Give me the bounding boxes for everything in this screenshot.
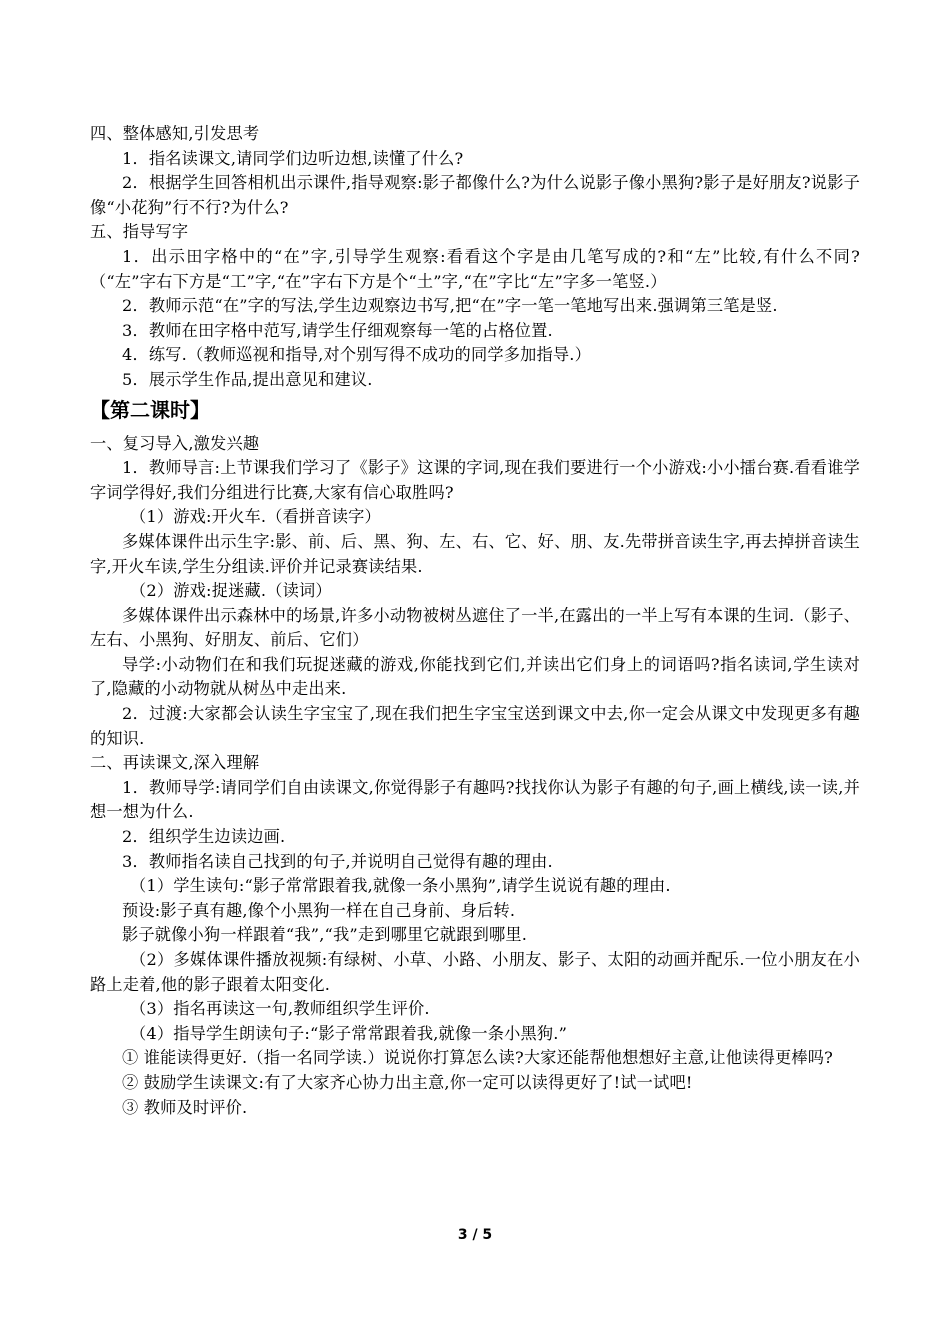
paragraph: ① 谁能读得更好.（指一名同学读.）说说你打算怎么读?大家还能帮他想想好主意,让他读得更棒吗? <box>122 1048 834 1068</box>
paragraph: 4．练写.（教师巡视和指导,对个别写得不成功的同学多加指导.） <box>122 345 591 365</box>
paragraph: 2．根据学生回答相机出示课件,指导观察:影子都像什么?为什么说影子像小黑狗?影子是好朋友?说影子像“小花狗”行不行?为什么? <box>90 173 860 217</box>
section-heading: 【第二课时】 <box>90 397 210 422</box>
paragraph: 多媒体课件出示森林中的场景,许多小动物被树丛遮住了一半,在露出的一半上写有本课的生词.（影子、左右、小黑狗、好朋友、前后、它们） <box>90 605 860 650</box>
paragraph: （4）指导学生朗读句子:“影子常常跟着我,就像一条小黑狗.” <box>130 1023 568 1043</box>
paragraph: 1．教师导学:请同学们自由读课文,你觉得影子有趣吗?找找你认为影子有趣的句子,画上横线,读一读,并想一想为什么. <box>90 777 860 822</box>
paragraph: 四、整体感知,引发思考 <box>90 124 260 143</box>
paragraph: ② 鼓励学生读课文:有了大家齐心协力出主意,你一定可以读得更好了!试一试吧! <box>122 1072 693 1092</box>
paragraph: （2）多媒体课件播放视频:有绿树、小草、小路、小朋友、影子、太阳的动画并配乐.一位小朋友在小路上走着,他的影子跟着太阳变化. <box>90 950 860 994</box>
paragraph: （1）游戏:开火车.（看拼音读字） <box>130 507 381 527</box>
paragraph: ③ 教师及时评价. <box>122 1097 248 1117</box>
paragraph: 1．教师导言:上节课我们学习了《影子》这课的字词,现在我们要进行一个小游戏:小小擂台赛.看看谁学字词学得好,我们分组进行比赛,大家有信心取胜吗? <box>90 458 860 502</box>
paragraph: （1）学生读句:“影子常常跟着我,就像一条小黑狗”,请学生说说有趣的理由. <box>130 876 671 896</box>
page-number: 3 / 5 <box>457 1227 493 1243</box>
paragraph: 五、指导写字 <box>90 222 189 242</box>
paragraph: 导学:小动物们在和我们玩捉迷藏的游戏,你能找到它们,并读出它们身上的词语吗?指名读词,学生读对了,隐藏的小动物就从树丛中走出来. <box>90 654 860 699</box>
paragraph: 1．出示田字格中的“在”字,引导学生观察:看看这个字是由几笔写成的?和“左”比较,有什么不同?（“左”字右下方是“工”字,“在”字右下方是个“土”字,“在”字比“左”字多一笔竖.） <box>90 246 860 291</box>
paragraph: 影子就像小狗一样跟着“我”,“我”走到哪里它就跟到哪里. <box>122 925 528 945</box>
paragraph: 多媒体课件出示生字:影、前、后、黑、狗、左、右、它、好、朋、友.先带拼音读生字,再去掉拼音读生字,开火车读,学生分组读.评价并记录赛读结果. <box>90 531 860 576</box>
paragraph: （2）游戏:捉迷藏.（读词） <box>130 581 332 601</box>
paragraph: 预设:影子真有趣,像个小黑狗一样在自己身前、身后转. <box>122 900 516 920</box>
paragraph: 一、复习导入,激发兴趣 <box>90 433 260 453</box>
paragraph: 2．教师示范“在”字的写法,学生边观察边书写,把“在”字一笔一笔地写出来.强调第三笔是竖. <box>122 296 778 316</box>
paragraph: 2．过渡:大家都会认读生字宝宝了,现在我们把生字宝宝送到课文中去,你一定会从课文中发现更多有趣的知识. <box>90 704 860 748</box>
paragraph: 二、再读课文,深入理解 <box>90 753 260 773</box>
paragraph: 3．教师指名读自己找到的句子,并说明自己觉得有趣的理由. <box>122 851 553 871</box>
paragraph: 5．展示学生作品,提出意见和建议. <box>122 369 373 389</box>
paragraph: 1．指名读课文,请同学们边听边想,读懂了什么? <box>122 148 464 168</box>
document-body <box>90 122 860 1120</box>
paragraph: （3）指名再读这一句,教师组织学生评价. <box>130 999 430 1019</box>
paragraph: 3．教师在田字格中范写,请学生仔细观察每一笔的占格位置. <box>122 320 553 340</box>
paragraph: 2．组织学生边读边画. <box>122 827 286 847</box>
